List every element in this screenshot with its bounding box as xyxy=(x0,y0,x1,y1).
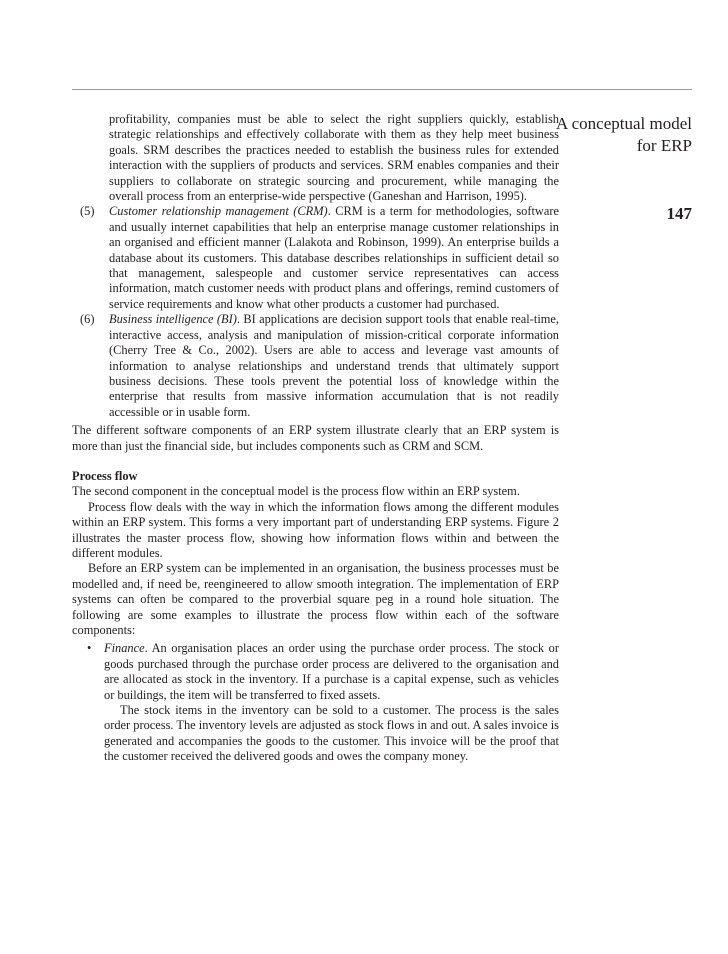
page-number: 147 xyxy=(666,204,692,223)
bullet-term: Finance xyxy=(104,641,145,656)
list-item-term: Customer relationship management (CRM) xyxy=(109,204,328,219)
list-item-crm xyxy=(72,204,559,312)
list-item-text: Business intelligence (BI). BI applications are decision support tools that enable real-time, interactive access, analysis and manipulation of mission-critical corporate information (Cherry Tree & Co., 2002). Users are able to access and leverage vast amounts of information to analyse relationships and understand trends that ultimately support business decisions. These tools prevent the potential loss of knowledge within the enterprise that results from massive information accumulation that is not readily accessible or in usable form. xyxy=(109,312,559,419)
section-paragraph: Process flow deals with the way in which the information flows among the different modules within an ERP system. This forms a very important part of understanding ERP systems. Figure 2 illustrates the master process flow, showing how information flows within and between the different modules. xyxy=(72,499,559,560)
running-head-title: A conceptual model for ERP xyxy=(556,114,692,155)
continuation-paragraph: profitability, companies must be able to select the right suppliers quickly, establish strategic relationships and effectively collaborate with them as they help meet business goals. SRM describes the practices needed to establish the business rules for extended interaction with the suppliers of products and services. SRM enables companies and their suppliers to collaborate on strategic sourcing and procurement, while managing the overall process from an enterprise-wide perspective (Ganeshan and Harrison, 1995). xyxy=(109,112,559,204)
header-rule xyxy=(72,89,692,90)
bullet-item-finance xyxy=(72,641,559,764)
section-heading: Process flow xyxy=(72,468,138,483)
body-text xyxy=(72,112,559,765)
list-item-term: Business intelligence (BI) xyxy=(109,312,237,327)
bullet-text: Finance. An organisation places an order using the purchase order process. The stock or goods purchased through the purchase order process are delivered to the organisation and are allocated as stock in the inventory. If a purchase is a capital expense, such as vehicles or buildings, the item will be transferred to fixed assets. xyxy=(104,641,559,702)
section-paragraph: Before an ERP system can be implemented in an organisation, the business processes must be modelled and, if need be, reengineered to allow smooth integration. The implementation of ERP systems can often be compared to the proverbial square peg in a round hole situation. The following are some examples to illustrate the process flow within each of the software components: xyxy=(72,561,559,637)
list-item-number: (6) xyxy=(80,312,95,327)
bullet-icon: • xyxy=(87,641,92,656)
summary-paragraph: The different software components of an ERP system illustrate clearly that an ERP system is more than just the financial side, but includes components such as CRM and SCM. xyxy=(72,423,559,453)
list-item-number: (5) xyxy=(80,204,95,219)
list-item-text: Customer relationship management (CRM). CRM is a term for methodologies, software and usually internet capabilities that help an enterprise manage customer relationships in an organised and efficient manner (Lalakota and Robinson, 1999). An enterprise builds a database about its customers. This database describes relationships in sufficient detail so that management, salespeople and customer service representatives can access information, match customer needs with product plans and offerings, remind customers of service requirements and know what other products a customer had purchased. xyxy=(109,204,559,311)
bullet-text-continued: The stock items in the inventory can be sold to a customer. The process is the sales order process. The inventory levels are adjusted as stock flows in and out. A sales invoice is generated and accompanies the goods to the customer. This invoice will be the proof that the customer received the delivered goods and owes the company money. xyxy=(104,703,559,764)
section-paragraph: The second component in the conceptual model is the process flow within an ERP system. xyxy=(72,484,520,499)
list-item-bi xyxy=(72,312,559,420)
